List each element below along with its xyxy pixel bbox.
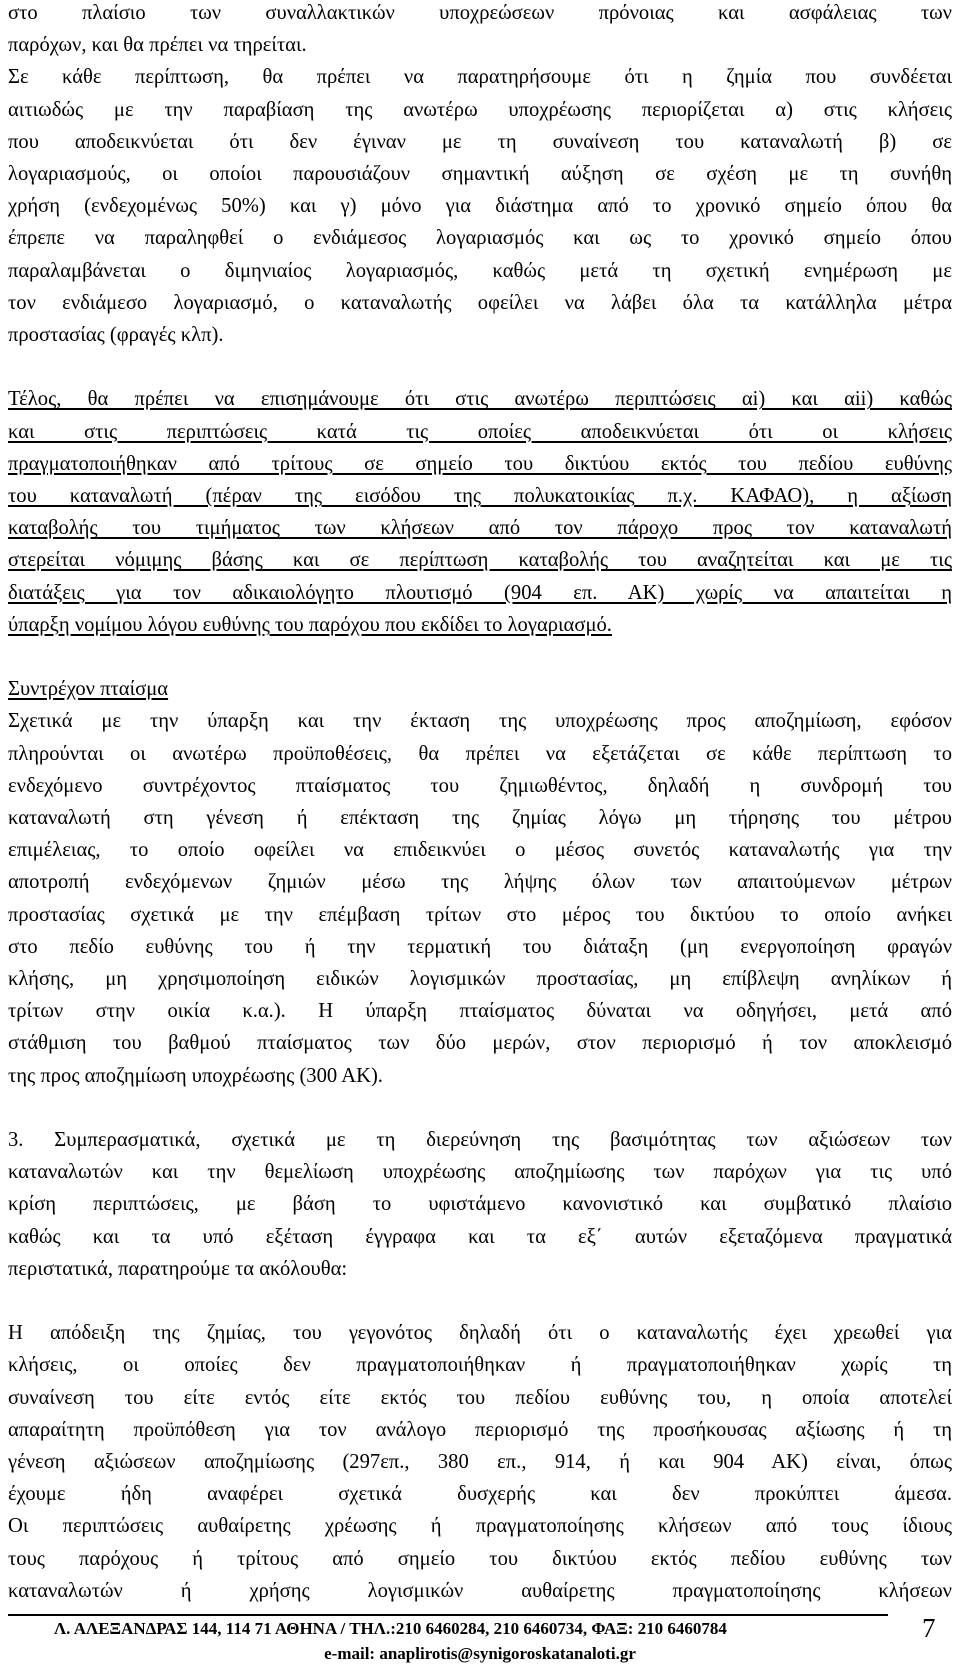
- text-line: Η απόδειξη της ζημίας, του γεγονότος δηλαδή ότι ο καταναλωτής έχει χρεωθεί για: [8, 1322, 952, 1345]
- text-line: καταναλωτών και την θεμελίωση υποχρέωσης αποζημίωσης των παρόχων για τις υπό: [8, 1161, 952, 1184]
- text-line: κλήσης, μη χρησιμοποίηση ειδικών λογισμικών προστασίας, μη επίβλεψη ανηλίκων ή: [8, 968, 952, 990]
- text-line: αποτροπή ενδεχόμενων ζημιών μέσω της λήψης όλων των απαιτούμενων μέτρων: [8, 871, 952, 894]
- text-line: διατάξεις για τον αδικαιολόγητο πλουτισμό (904 επ. ΑΚ) χωρίς να απαιτείται η: [8, 581, 952, 604]
- text-line: Σε κάθε περίπτωση, θα πρέπει να παρατηρήσουμε ότι η ζημία που συνδέεται: [8, 66, 952, 89]
- text-line: στο πεδίο ευθύνης του ή την τερματική του διάταξη (μη ενεργοποίηση φραγών: [8, 935, 952, 958]
- text-line: πληρούνται οι ανωτέρω προϋποθέσεις, θα πρέπει να εξετάζεται σε κάθε περίπτωση το: [8, 742, 952, 765]
- text-line: κλήσεις, οι οποίες δεν πραγματοποιήθηκαν ή πραγματοποιήθηκαν χωρίς τη: [8, 1354, 952, 1377]
- text-line: ύπαρξη νομίμου λόγου ευθύνης του παρόχου που εκδίδει το λογαριασμό.: [8, 613, 612, 636]
- text-line: Οι περιπτώσεις αυθαίρετης χρέωσης ή πραγματοποίησης κλήσεων από τους ίδιους: [8, 1515, 952, 1538]
- text-line: απαραίτητη προϋπόθεση για τον ανάλογο περιορισμό της προσήκουσας αξίωσης ή τη: [8, 1418, 952, 1441]
- text-line: στάθμιση του βαθμού πταίσματος των δύο μερών, στον περιορισμό ή τον αποκλεισμό: [8, 1032, 952, 1055]
- text-line: τους παρόχους ή τρίτους από σημείο του δικτύου εκτός πεδίου ευθύνης των: [8, 1547, 952, 1570]
- text-line: καταναλωτών ή χρήσης λογισμικών αυθαίρετης πραγματοποίησης κλήσεων: [8, 1579, 952, 1602]
- text-line: κρίση περιπτώσεις, με βάση το υφιστάμενο κανονιστικό και συμβατικό πλαίσιο: [8, 1193, 952, 1216]
- text-line: 3. Συμπερασματικά, σχετικά με τη διερεύνηση της βασιμότητας των αξιώσεων των: [8, 1129, 952, 1151]
- text-line: ενδεχόμενο συντρέχοντος πταίσματος του ζημιωθέντος, δηλαδή η συνδρομή του: [8, 774, 952, 797]
- text-line: τρίτων στην οικία κ.α.). Η ύπαρξη πταίσματος δύναται να οδηγήσει, μετά από: [8, 1000, 952, 1023]
- text-line: παραλαμβάνεται ο διμηνιαίος λογαριασμός, καθώς μετά τη σχετική ενημέρωση με: [8, 259, 952, 282]
- page-number: 7: [922, 1613, 936, 1643]
- footer-address: Λ. ΑΛΕΞΑΝΔΡΑΣ 144, 114 71 ΑΘΗΝΑ / ΤΗΛ.:210 6460284, 210 6460734, ΦΑΞ: 210 6460784: [54, 1619, 727, 1638]
- text-line: στο πλαίσιο των συναλλακτικών υποχρεώσεων πρόνοιας και ασφάλειας των: [8, 2, 952, 24]
- text-line: παρόχων, και θα πρέπει να τηρείται.: [8, 34, 307, 57]
- text-line: του καταναλωτή (πέραν της εισόδου της πολυκατοικίας π.χ. ΚΑΦΑΟ), η αξίωση: [8, 485, 952, 507]
- text-line: στερείται νόμιμης βάσης και σε περίπτωση καταβολής του αναζητείται και με τις: [8, 549, 952, 572]
- text-line: αιτιωδώς με την παραβίαση της ανωτέρω υποχρέωσης περιορίζεται α) στις κλήσεις: [8, 98, 952, 121]
- text-line: πραγματοποιήθηκαν από τρίτους σε σημείο του δικτύου εκτός του πεδίου ευθύνης: [8, 452, 952, 475]
- text-line: που αποδεικνύεται ότι δεν έγιναν με τη συναίνεση του καταναλωτή β) σε: [8, 130, 952, 153]
- footer-email: e-mail: anaplirotis@synigoroskatanaloti.gr: [324, 1644, 636, 1663]
- text-line: συναίνεση του είτε εντός είτε εκτός του πεδίου ευθύνης του, η οποία αποτελεί: [8, 1386, 952, 1409]
- text-line: έχουμε ήδη αναφέρει σχετικά δυσχερής και δεν προκύπτει άμεσα.: [8, 1483, 952, 1506]
- section-heading: Συντρέχον πταίσμα: [8, 678, 169, 701]
- text-line: γένεση αξιώσεων αποζημίωσης (297επ., 380 επ., 914, ή και 904 ΑΚ) είναι, όπως: [8, 1451, 952, 1473]
- text-line: καταναλωτή στη γένεση ή επέκταση της ζημίας λόγω μη τήρησης του μέτρου: [8, 807, 952, 829]
- text-line: Τέλος, θα πρέπει να επισημάνουμε ότι στις ανωτέρω περιπτώσεις αi) και αii) καθώς: [8, 388, 952, 411]
- text-line: και στις περιπτώσεις κατά τις οποίες αποδεικνύεται ότι οι κλήσεις: [8, 420, 952, 443]
- text-line: περιστατικά, παρατηρούμε τα ακόλουθα:: [8, 1257, 348, 1280]
- text-line: Σχετικά με την ύπαρξη και την έκταση της υποχρέωσης προς αποζημίωση, εφόσον: [8, 710, 952, 733]
- footer-divider: [8, 1614, 888, 1616]
- text-line: καταβολής του τιμήματος των κλήσεων από τον πάροχο προς τον καταναλωτή: [8, 517, 952, 540]
- text-line: προστασίας σχετικά με την επέμβαση τρίτων στο μέρος του δικτύου το οποίο ανήκει: [8, 903, 952, 926]
- text-line: προστασίας (φραγές κλπ).: [8, 324, 224, 346]
- text-line: καθώς και τα υπό εξέταση έγγραφα και τα εξ΄ αυτών εξεταζόμενα πραγματικά: [8, 1225, 952, 1248]
- text-line: επιμέλειας, το οποίο οφείλει να επιδεικνύει ο μέσος συνετός καταναλωτής για την: [8, 839, 952, 862]
- text-line: έπρεπε να παραληφθεί ο ενδιάμεσος λογαριασμός και ως το χρονικό σημείο όπου: [8, 227, 952, 250]
- text-line: τον ενδιάμεσο λογαριασμό, ο καταναλωτής οφείλει να λάβει όλα τα κατάλληλα μέτρα: [8, 291, 952, 314]
- text-line: της προς αποζημίωση υποχρέωσης (300 ΑΚ).: [8, 1064, 383, 1087]
- text-line: χρήση (ενδεχομένως 50%) και γ) μόνο για διάστημα από το χρονικό σημείο όπου θα: [8, 195, 952, 218]
- text-line: λογαριασμούς, οι οποίοι παρουσιάζουν σημαντική αύξηση σε σχέση με τη συνήθη: [8, 163, 952, 185]
